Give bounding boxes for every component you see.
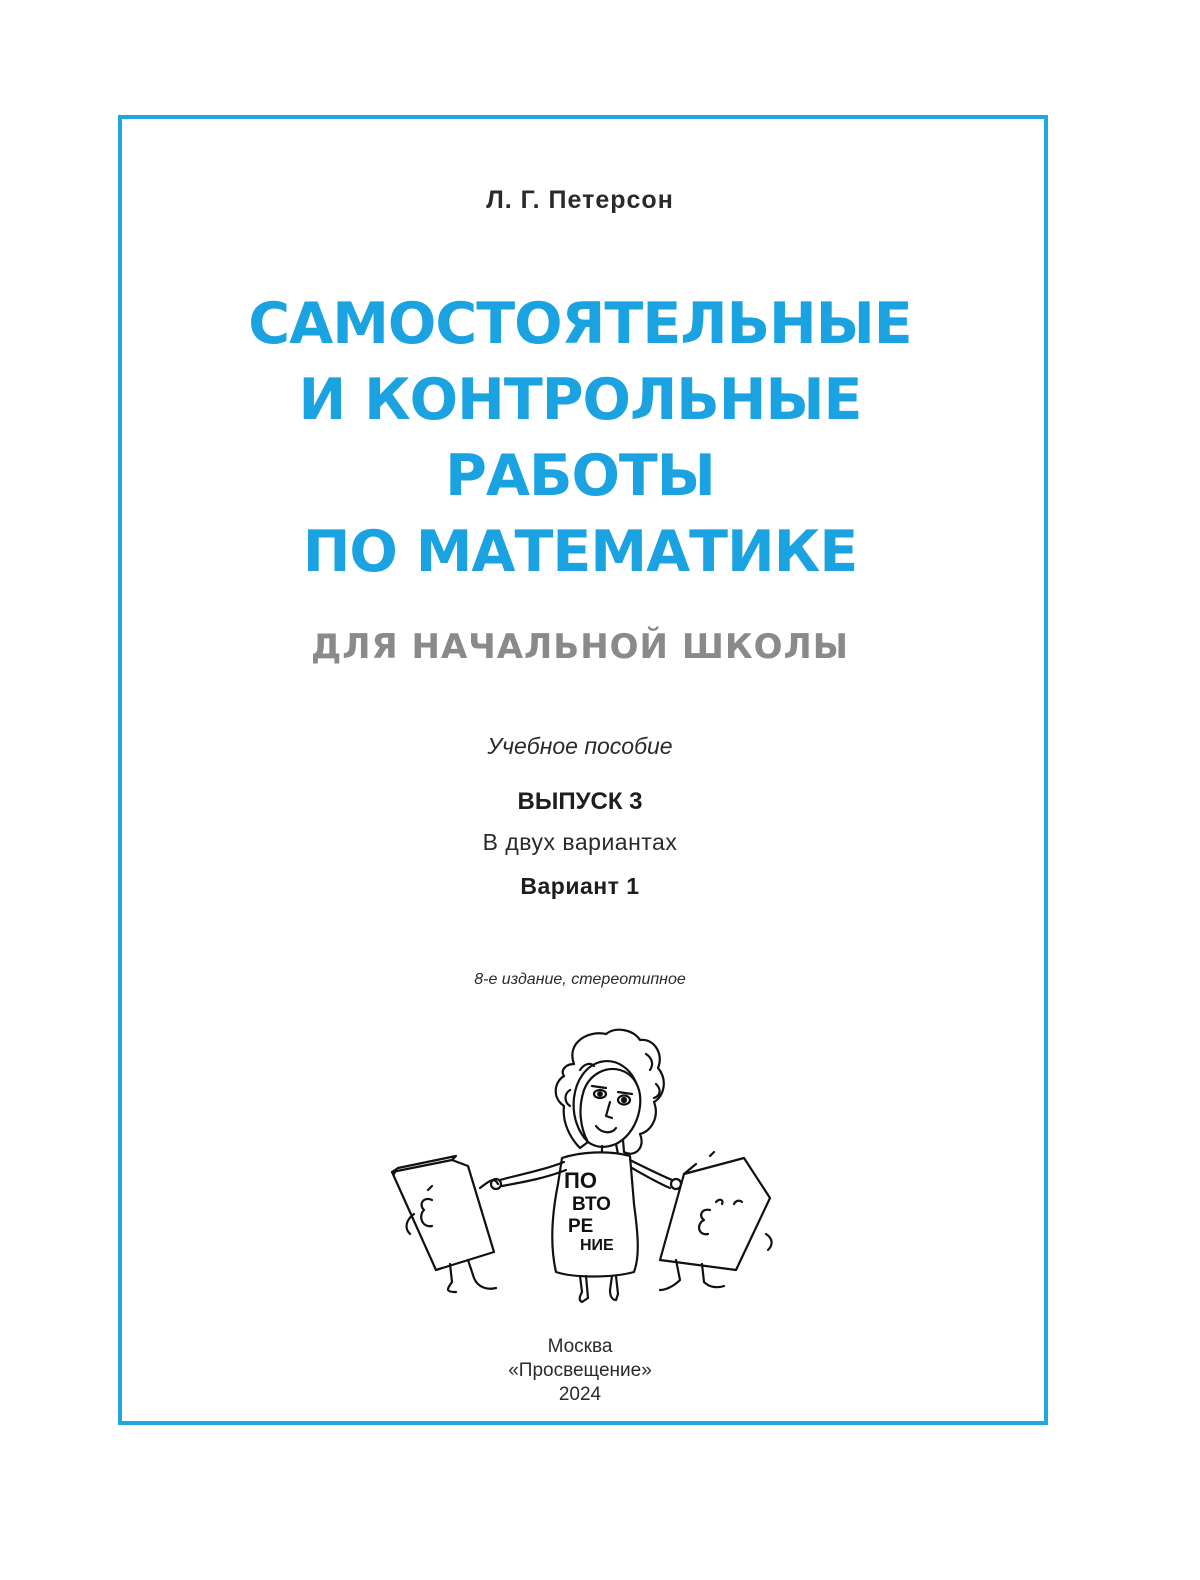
edition-note: 8-е издание, стереотипное [474,971,686,988]
right-book [660,1152,772,1290]
variant-label: Вариант 1 [520,873,640,899]
left-book [392,1156,498,1292]
dress-text-1: ПО [564,1168,597,1193]
right-arm [630,1160,672,1188]
dress-text-2: ВТО [572,1194,611,1215]
dress-text-4: НИЕ [580,1237,614,1254]
book-title [0,286,1160,590]
title-line-3: РАБОТЫ [445,443,715,509]
dress-text-3: РЕ [568,1216,594,1237]
title-line-4: ПО МАТЕМАТИКЕ [302,519,858,585]
imprint-year: 2024 [558,1384,602,1405]
title-line-2: И КОНТРОЛЬНЫЕ [298,367,862,433]
variants-note: В двух вариантах [482,829,678,855]
title-line-1: САМОСТОЯТЕЛЬНЫЕ [248,291,912,357]
imprint-publisher: «Просвещение» [508,1360,652,1381]
imprint [0,1335,1160,1407]
document-type: Учебное пособие [487,733,673,759]
cartoon-illustration [384,1024,780,1314]
imprint-city: Москва [547,1336,613,1357]
issue-number: ВЫПУСК 3 [517,788,643,815]
author-name: Л. Г. Петерсон [486,186,674,214]
book-subtitle: ДЛЯ НАЧАЛЬНОЙ ШКОЛЫ [310,627,850,667]
left-arm [500,1162,566,1186]
